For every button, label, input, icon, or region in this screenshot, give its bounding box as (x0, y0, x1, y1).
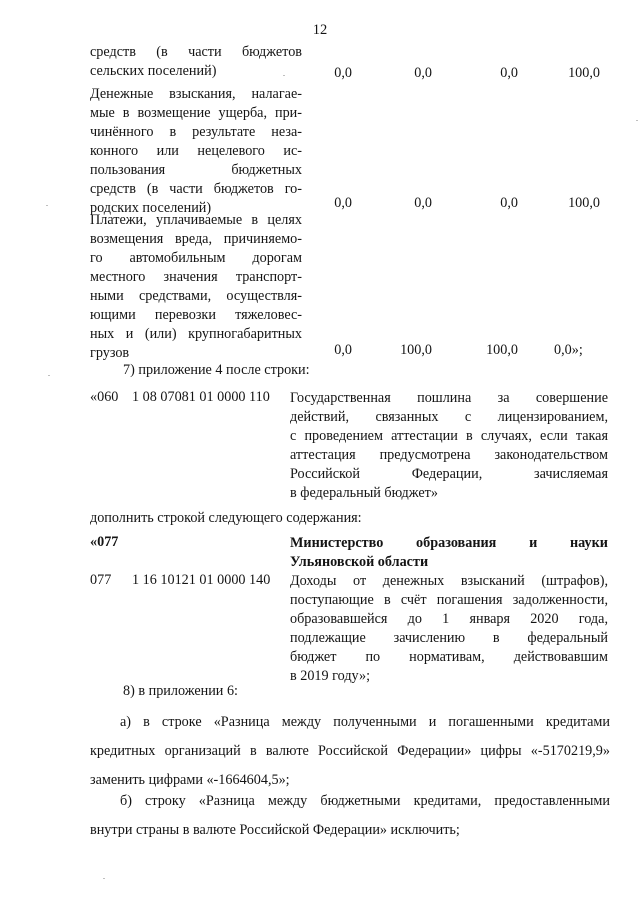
text-line: ными средствами, осуществля- (90, 288, 302, 304)
text-line: Российской Федерации, зачисляемая (290, 466, 608, 482)
text-line: ных и (или) крупногабаритных (90, 326, 302, 342)
scan-speck (48, 375, 50, 376)
text-line: действий, связанных с лицензированием, (290, 409, 608, 425)
budget-row-1-value-3: 0,0 (500, 65, 518, 81)
text-line: образовавшейся до 1 января 2020 года, (290, 611, 608, 627)
text-line: б) строку «Разница между бюджетными кредитами, предоставленными (120, 793, 610, 809)
text-line: Доходы от денежных взысканий (штрафов), (290, 573, 608, 589)
budget-row-1-value-1: 0,0 (334, 65, 352, 81)
page-number: 12 (312, 22, 328, 38)
row-077-admin-code: 077 (90, 572, 112, 588)
text-line: конного или нецелевого ис- (90, 143, 302, 159)
text-line: средств (в части бюджетов (90, 44, 302, 60)
text-line: Министерство образования и науки (290, 535, 608, 551)
row-060-description (290, 389, 608, 503)
row-077-header-title (290, 534, 608, 572)
text-line: ющими перевозки тяжеловес- (90, 307, 302, 323)
text-line: а) в строке «Разница между полученными и погашенными кредитами (120, 714, 610, 730)
text-line: го автомобильным дорогам (90, 250, 302, 266)
text-line: мые в возмещение ущерба, при- (90, 105, 302, 121)
text-line: заменить цифрами «-1664604,5»; (90, 772, 290, 788)
text-line: подлежащие зачислению в федеральный (290, 630, 608, 646)
scan-speck (46, 205, 48, 206)
text-line: родских поселений) (90, 200, 212, 216)
budget-row-3-value-3: 100,0 (486, 342, 518, 358)
text-line: пользования бюджетных (90, 162, 302, 178)
paragraph-a (90, 708, 610, 795)
text-line: Платежи, уплачиваемые в целях (90, 212, 302, 228)
budget-row-2-value-2: 0,0 (414, 195, 432, 211)
budget-row-1-label (90, 43, 302, 81)
item-8-heading: 8) в приложении 6: (123, 683, 238, 699)
text-line: в 2019 году»; (290, 668, 371, 684)
budget-row-3-value-4: 0,0»; (554, 342, 583, 358)
text-line: с проведением аттестации в случаях, если такая (290, 428, 608, 444)
row-077-header-admin-code: «077 (90, 534, 119, 550)
item-7-heading: 7) приложение 4 после строки: (123, 362, 310, 378)
text-line: местного значения транспорт- (90, 269, 302, 285)
budget-row-2-value-3: 0,0 (500, 195, 518, 211)
budget-row-3-value-2: 100,0 (400, 342, 432, 358)
paragraph-b (90, 787, 610, 845)
text-line: кредитных организаций в валюте Российской Федерации» цифры «-5170219,9» (90, 743, 610, 759)
text-line: Государственная пошлина за совершение (290, 390, 608, 406)
budget-row-1-value-2: 0,0 (414, 65, 432, 81)
text-line: бюджет по нормативам, действовавшим (290, 649, 608, 665)
text-line: чинённого в результате неза- (90, 124, 302, 140)
row-077-kbk-code: 1 16 10121 01 0000 140 (132, 572, 271, 588)
budget-row-2-value-1: 0,0 (334, 195, 352, 211)
text-line: внутри страны в валюте Российской Федерации» исключить; (90, 822, 460, 838)
budget-row-3-value-1: 0,0 (334, 342, 352, 358)
budget-row-1-value-4: 100,0 (568, 65, 600, 81)
budget-row-2-value-4: 100,0 (568, 195, 600, 211)
text-line: аттестация предусмотрена законодательством (290, 447, 608, 463)
append-instruction: дополнить строкой следующего содержания: (90, 510, 362, 526)
text-line: в федеральный бюджет» (290, 485, 438, 501)
text-line: Ульяновской области (290, 554, 429, 570)
text-line: средств (в части бюджетов го- (90, 181, 302, 197)
text-line: сельских поселений) (90, 63, 217, 79)
text-line: Денежные взыскания, налагае- (90, 86, 302, 102)
text-line: возмещения вреда, причиняемо- (90, 231, 302, 247)
budget-row-2-label (90, 85, 302, 218)
budget-row-3-label (90, 211, 302, 363)
scan-speck (283, 75, 285, 76)
text-line: поступающие в счёт погашения задолженности, (290, 592, 608, 608)
row-077-description (290, 572, 608, 686)
text-line: грузов (90, 345, 130, 361)
scan-speck (103, 878, 105, 879)
row-060-admin-code: «060 (90, 389, 119, 405)
scan-speck (636, 120, 638, 121)
row-060-kbk-code: 1 08 07081 01 0000 110 (132, 389, 270, 405)
